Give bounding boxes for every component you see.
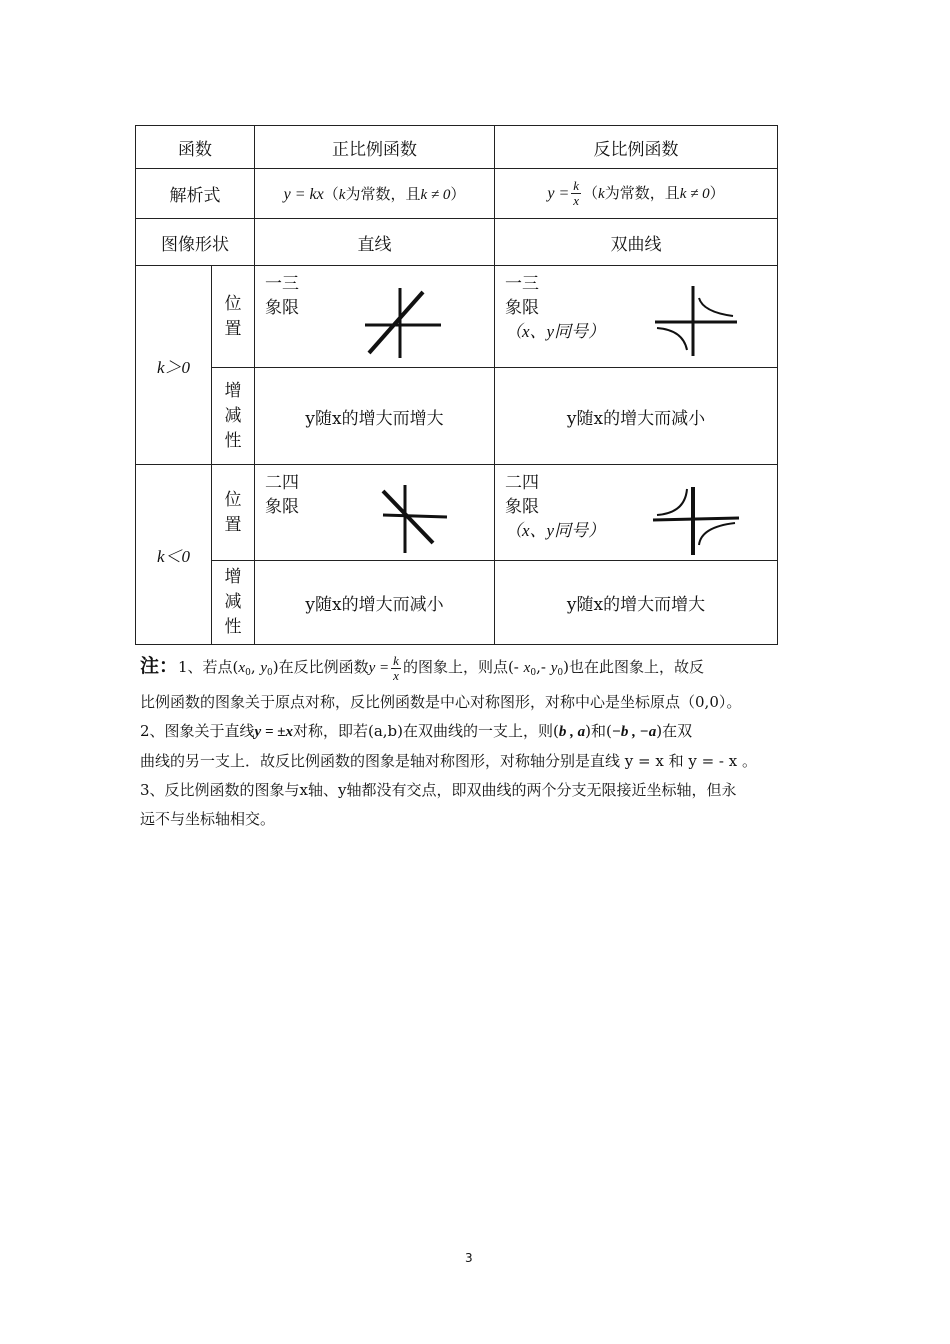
- paren-close: ）: [709, 183, 725, 202]
- x0-symbol: x: [238, 660, 246, 676]
- k-negative-label: [136, 465, 212, 645]
- position-char: 位: [224, 293, 242, 314]
- quadrant-text: 象限: [505, 497, 539, 517]
- position-cell: [495, 266, 777, 367]
- point-b-a: b , a: [558, 724, 586, 740]
- header-direct-proportion: 正比例函数: [255, 126, 495, 169]
- note-fraction: [391, 654, 401, 683]
- trend-label: [212, 561, 255, 645]
- subscript: 0: [557, 668, 564, 678]
- position-label: [212, 266, 255, 368]
- k-positive-position-row: [136, 266, 778, 368]
- note-3-line-2: 远不与坐标轴相交。: [140, 810, 276, 828]
- x-axis: [383, 515, 447, 517]
- sign-condition: （x、y同号）: [505, 521, 606, 540]
- note-1-line-2: 比例函数的图象关于原点对称，反比例函数是中心对称图形，对称中心是坐标原点（0,0）。: [140, 693, 742, 711]
- fraction-numerator: k: [393, 652, 399, 668]
- position-cell: [255, 266, 494, 367]
- hyperbola-branch-q4: [699, 523, 735, 545]
- shape-row: [136, 219, 778, 266]
- direct-k-negative-trend: y随x的增大而减小: [255, 561, 495, 645]
- note-text: ,-: [536, 658, 546, 676]
- trend-label: [212, 368, 255, 465]
- header-inverse-proportion: 反比例函数: [495, 126, 778, 169]
- x0-symbol: x: [523, 660, 531, 676]
- hyperbola-graph-quadrants-2-4: [651, 485, 743, 557]
- quadrant-text: 象限: [265, 497, 299, 517]
- note-text: 对称，即若(a,b)在双曲线的一支上，则(: [292, 722, 559, 740]
- line-y-kx-positive: [369, 292, 423, 353]
- position-label: [212, 465, 255, 561]
- paren-open: （: [323, 185, 339, 203]
- fraction-denominator: x: [573, 193, 580, 208]
- function-lhs: y =: [368, 660, 390, 676]
- direct-k-positive-trend: y随x的增大而增大: [255, 368, 495, 465]
- fraction-denominator: x: [393, 667, 399, 683]
- position-char: 置: [224, 514, 242, 535]
- k-symbol: k: [598, 185, 605, 202]
- direct-shape: 直线: [255, 219, 495, 266]
- quadrant-text: 象限: [265, 298, 299, 318]
- direct-expression: y = kx: [283, 186, 324, 203]
- k-positive-label: [136, 266, 212, 465]
- quadrant-label: [505, 471, 605, 543]
- trend-char: 性: [224, 617, 242, 637]
- point-neg-b-neg-a: −b , −a: [611, 724, 657, 740]
- inverse-k-positive-trend: y随x的增大而减小: [495, 368, 778, 465]
- position-cell: [255, 465, 494, 560]
- hyperbola-branch-q1: [699, 298, 733, 316]
- condition-text: 为常数，且: [604, 183, 680, 202]
- note-3-line-1: 3、反比例函数的图象与x轴、y轴都没有交点，即双曲线的两个分支无限接近坐标轴，但永: [140, 781, 737, 799]
- subscript: 0: [245, 668, 251, 678]
- position-char: 位: [224, 489, 242, 510]
- quadrant-label: [265, 272, 299, 320]
- note-label: 注：: [140, 655, 179, 677]
- trend-char: 性: [224, 430, 242, 451]
- condition-expression: k ≠ 0: [679, 185, 710, 202]
- inverse-k-negative-position: [495, 465, 778, 561]
- subscript: 0: [530, 668, 537, 678]
- hyperbola-branch-q3: [657, 328, 687, 350]
- formula-row: [136, 169, 778, 219]
- note-2-line-1: [140, 717, 810, 747]
- note-text: 1、若点(: [178, 658, 239, 676]
- paren-open: （: [583, 183, 599, 202]
- table-header-row: [136, 126, 778, 169]
- note-text: 2、图象关于直线: [140, 722, 255, 740]
- subscript: 0: [267, 668, 273, 678]
- quadrant-label: [505, 272, 605, 344]
- formula-label: 解析式: [136, 169, 255, 219]
- k-negative-position-row: [136, 465, 778, 561]
- inverse-shape: 双曲线: [495, 219, 778, 266]
- note-1-line-1: 注：1、若点($x_0$, $y_0$)在反比例函数y = $\frac{k}{x}$ 的图象上，则点(- $x_0,-$ $y_0$)也在此图象上，故反: [140, 652, 704, 683]
- note-2-line-2: 曲线的另一支上．故反比例函数的图象是轴对称图形，对称轴分别是直线 y = x 和 y = - x 。: [140, 752, 757, 770]
- x-axis: [653, 518, 739, 520]
- trend-char: 减: [224, 405, 242, 426]
- trend-char: 增: [224, 380, 242, 401]
- inverse-lhs: y =: [547, 184, 570, 202]
- page-number: 3: [465, 1251, 473, 1265]
- k-positive-trend-row: [136, 368, 778, 465]
- note-text: )也在此图象上，故反: [563, 658, 704, 676]
- inverse-k-negative-trend: y随x的增大而增大: [495, 561, 778, 645]
- quadrant-text: 二四: [265, 473, 299, 493]
- trend-char: 减: [224, 592, 242, 612]
- position-char: 置: [224, 318, 242, 339]
- k-negative-trend-row: [136, 561, 778, 645]
- quadrant-text: 一三: [505, 274, 539, 294]
- inverse-k-positive-position: [495, 266, 778, 368]
- inverse-fraction: [571, 179, 581, 208]
- note-text: )和(: [585, 722, 612, 740]
- hyperbola-graph-quadrants-1-3: [653, 284, 741, 358]
- paren-close: ）: [450, 185, 466, 203]
- k-positive-text: k＞0: [156, 357, 191, 377]
- note-text: 的图象上，则点(-: [402, 658, 519, 676]
- line-graph-quadrants-2-4: [377, 483, 449, 555]
- fraction-numerator: k: [573, 178, 580, 193]
- quadrant-label: [265, 471, 299, 519]
- trend-char: 增: [224, 567, 242, 587]
- y0-symbol: y: [260, 660, 268, 676]
- k-symbol: k: [338, 187, 346, 203]
- hyperbola-branch-q2: [657, 489, 687, 515]
- shape-label: 图像形状: [136, 219, 255, 266]
- header-function: 函数: [136, 126, 255, 169]
- quadrant-text: 二四: [505, 473, 539, 493]
- note-text: )在双: [656, 722, 693, 740]
- direct-k-negative-position: [255, 465, 495, 561]
- condition-expression: k ≠ 0: [420, 187, 451, 203]
- condition-text: 为常数，且: [345, 185, 421, 203]
- direct-k-positive-position: [255, 266, 495, 368]
- k-negative-text: k＜0: [156, 547, 191, 566]
- quadrant-text: 一三: [265, 274, 299, 294]
- y0-symbol: y: [550, 660, 558, 676]
- inverse-formula: [495, 169, 778, 219]
- position-cell: [495, 465, 777, 560]
- line-equation: y = ±x: [254, 724, 293, 740]
- line-graph-quadrants-1-3: [363, 286, 445, 360]
- quadrant-text: 象限: [505, 298, 539, 318]
- notes-section: [140, 652, 810, 834]
- direct-formula: [255, 169, 495, 219]
- note-text: )在反比例函数: [272, 658, 369, 676]
- sign-condition: （x、y同号）: [505, 322, 606, 341]
- function-comparison-table: [135, 125, 778, 645]
